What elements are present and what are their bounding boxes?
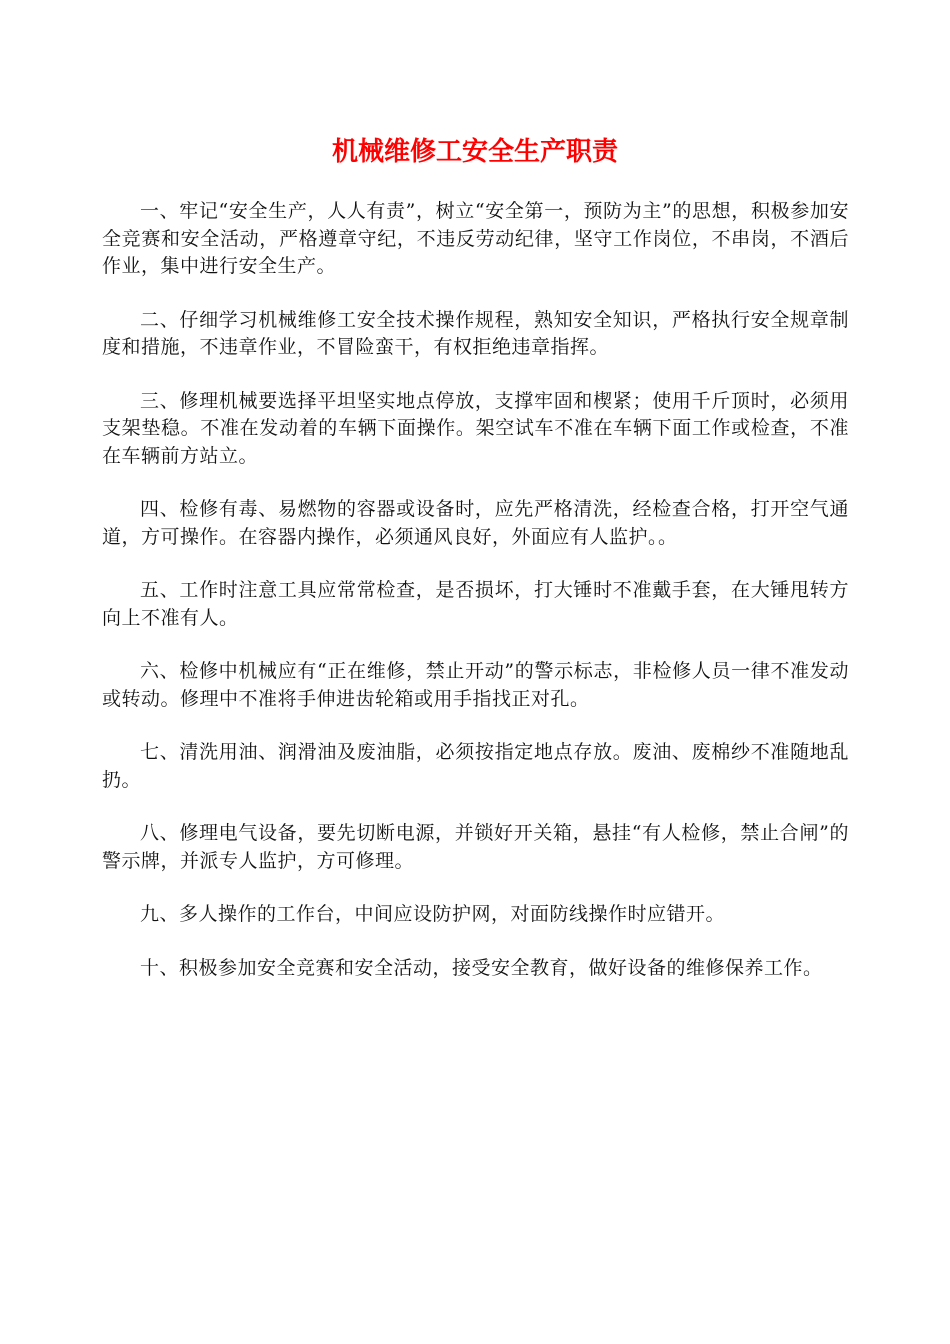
document-title: 机械维修工安全生产职责 xyxy=(331,137,618,167)
paragraph-2: 二、仔细学习机械维修工安全技术操作规程，熟知安全知识，严格执行安全规章制度和措施，不违章作业，不冒险蛮干，有权拒绝违章指挥。 xyxy=(102,308,849,358)
paragraph-10: 十、积极参加安全竞赛和安全活动，接受安全教育，做好设备的维修保养工作。 xyxy=(140,956,823,979)
paragraph-6: 六、检修中机械应有“正在维修，禁止开动”的警示标志，非检修人员一律不准发动或转动。修理中不准将手伸进齿轮箱或用手指找正对孔。 xyxy=(102,660,849,710)
paragraph-4: 四、检修有毒、易燃物的容器或设备时，应先严格清洗，经检查合格，打开空气通道，方可操作。在容器内操作，必须通风良好，外面应有人监护。。 xyxy=(102,498,849,548)
paragraph-1: 一、牢记“安全生产，人人有责”，树立“安全第一，预防为主”的思想，积极参加安全竞赛和安全活动，严格遵章守纪，不违反劳动纪律，坚守工作岗位，不串岗，不酒后作业，集中进行安全生产。 xyxy=(102,200,849,277)
document-body xyxy=(102,198,849,1008)
paragraph-5: 五、工作时注意工具应常常检查，是否损坏，打大锤时不准戴手套，在大锤甩转方向上不准有人。 xyxy=(102,579,849,629)
paragraph-3: 三、修理机械要选择平坦坚实地点停放，支撑牢固和楔紧；使用千斤顶时，必须用支架垫稳。不准在发动着的车辆下面操作。架空试车不准在车辆下面工作或检查，不准在车辆前方站立。 xyxy=(102,389,849,467)
paragraph-7: 七、清洗用油、润滑油及废油脂，必须按指定地点存放。废油、废棉纱不准随地乱扔。 xyxy=(102,741,849,791)
paragraph-8: 八、修理电气设备，要先切断电源，并锁好开关箱，悬挂“有人检修，禁止合闸”的警示牌，并派专人监护，方可修理。 xyxy=(102,822,849,872)
paragraph-9: 九、多人操作的工作台，中间应设防护网，对面防线操作时应错开。 xyxy=(140,903,726,925)
